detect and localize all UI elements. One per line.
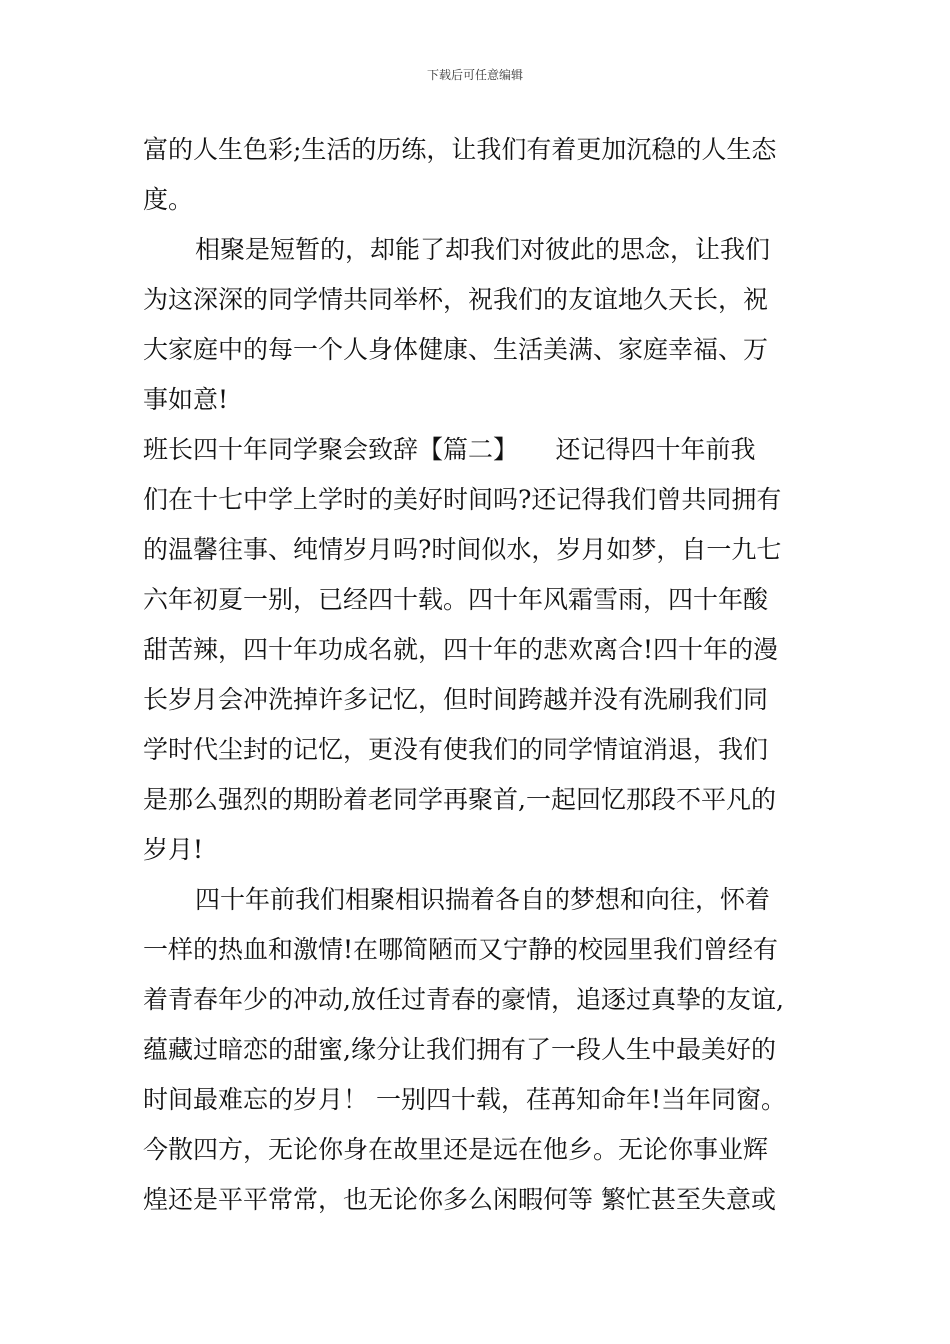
text-line: 相聚是短暂的，却能了却我们对彼此的思念，让我们 [195, 235, 771, 264]
text-line: 今散四方，无论你身在故里还是远在他乡。无论你事业辉 [143, 1135, 769, 1164]
section-heading-line: 班长四十年同学聚会致辞【篇二】 还记得四十年前我 [143, 435, 756, 464]
text-line: 甜苦辣，四十年功成名就，四十年的悲欢离合!四十年的漫 [143, 635, 779, 664]
document-body [143, 125, 813, 1225]
text-line: 四十年前我们相聚相识揣着各自的梦想和向往，怀着 [195, 885, 771, 914]
text-line: 六年初夏一别，已经四十载。四十年风霜雪雨，四十年酸 [143, 585, 769, 614]
text-line: 长岁月会冲洗掉许多记忆，但时间跨越并没有洗刷我们同 [143, 685, 769, 714]
text-line: 岁月! [143, 835, 204, 864]
text-line: 为这深深的同学情共同举杯，祝我们的友谊地久天长，祝 [143, 285, 769, 314]
text-line: 时间最难忘的岁月！ 一别四十载，荏苒知命年!当年同窗。 [143, 1085, 786, 1114]
text-line: 学时代尘封的记忆，更没有使我们的同学情谊消退，我们 [143, 735, 769, 764]
text-line: 着青春年少的冲动,放任过青春的豪情，追逐过真挚的友谊, [143, 985, 784, 1014]
page-header: 下载后可任意编辑 [426, 68, 523, 82]
text-line: 度。 [143, 185, 194, 214]
text-line: 们在十七中学上学时的美好时间吗?还记得我们曾共同拥有 [143, 485, 782, 514]
text-line: 事如意! [143, 385, 229, 414]
text-line: 是那么强烈的期盼着老同学再聚首,一起回忆那段不平凡的 [143, 785, 776, 814]
text-line: 一样的热血和激情!在哪简陋而又宁静的校园里我们曾经有 [143, 935, 779, 964]
text-line: 大家庭中的每一个人身体健康、生活美满、家庭幸福、万 [143, 335, 769, 364]
text-line: 煌还是平平常常，也无论你多么闲暇何等 繁忙甚至失意或 [143, 1185, 776, 1214]
text-line: 富的人生色彩;生活的历练，让我们有着更加沉稳的人生态 [143, 135, 777, 164]
text-line: 蕴藏过暗恋的甜蜜,缘分让我们拥有了一段人生中最美好的 [143, 1035, 776, 1064]
text-line: 的温馨往事、纯情岁月吗?时间似水，岁月如梦，自一九七 [143, 535, 782, 564]
